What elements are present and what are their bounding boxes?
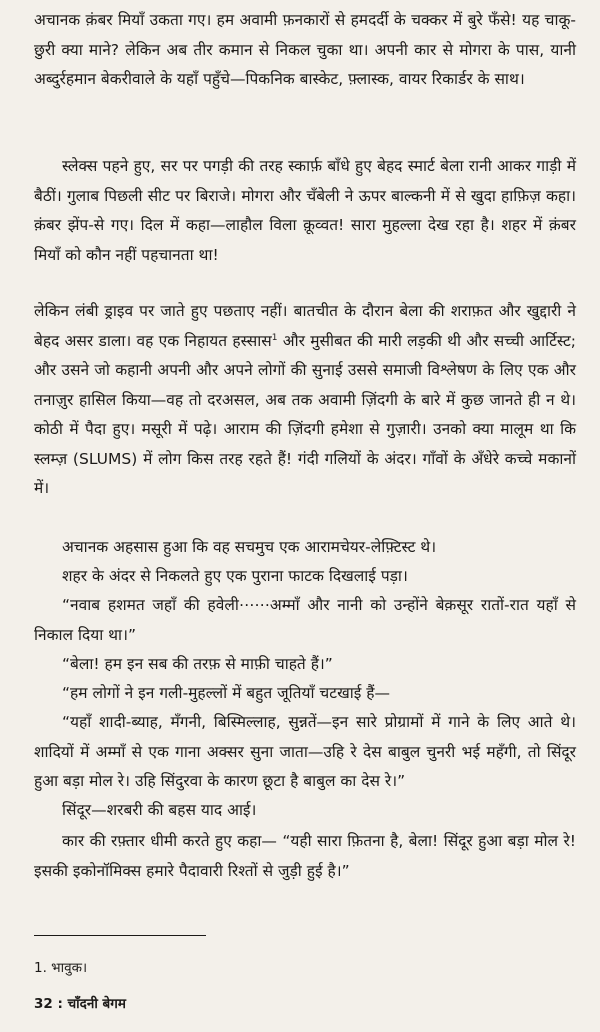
footnote: 1. भावुक। <box>34 960 88 976</box>
paragraph-1: अचानक क़ंबर मियाँ उकता गए। हम अवामी फ़नकारों से हमदर्दी के चक्कर में बुरे फँसे! यह चाकू-छुरी क्या माने? लेकिन अब तीर कमान से निकल चुका था। अपनी कार से मोगरा के पास, यानी अब्दुर्रहमान बेकरीवाले के यहाँ पहुँचे—पिकनिक बास्केट, फ़्लास्क, वायर रिकार्डर के साथ। <box>34 11 576 88</box>
paragraph-4: अचानक अहसास हुआ कि वह सचमुच एक आरामचेयर-लेफ़्टिस्ट थे। <box>62 538 437 556</box>
paragraph-9: “यहाँ शादी-ब्याह, मँगनी, बिस्मिल्लाह, सुन्नतें—इन सारे प्रोग्रामों में गाने के लिए आते थे। शादियों में अम्माँ से एक गाना अक्सर सुना जाता—उहि रे देस बाबुल चुनरी भई महँगी, तो सिंदूर हुआ बड़ा मोल रे। उहि सिंदुरवा के कारण छूटा है बाबुल का देस रे।” <box>34 713 576 790</box>
paragraph-11: कार की रफ़्तार धीमी करते हुए कहा— “यही सारा फ़ितना है, बेला! सिंदूर हुआ बड़ा मोल रे! इसकी इकोनॉमिक्स हमारे पैदावारी रिश्तों से जुड़ी हुई है।” <box>34 832 576 880</box>
paragraph-7: “बेला! हम इन सब की तरफ़ से माफ़ी चाहते हैं।” <box>62 655 333 673</box>
page-folio: 32 : चाँदनी बेगम <box>34 996 126 1012</box>
footnote-divider <box>34 935 206 936</box>
footnote-marker: 1 <box>271 332 278 343</box>
paragraph-5: शहर के अंदर से निकलते हुए एक पुराना फाटक दिखलाई पड़ा। <box>62 567 408 585</box>
paragraph-2: स्लेक्स पहने हुए, सर पर पगड़ी की तरह स्कार्फ़ बाँधे हुए बेहद स्मार्ट बेला रानी आकर गाड़ी में बैठीं। गुलाब पिछली सीट पर बिराजे। मोगरा और चँबेली ने ऊपर बाल्कनी में से खुदा हाफ़िज़ कहा। क़ंबर झेंप-से गए। दिल में कहा—लाहौल विला क़ूव्वत! सारा मुहल्ला देख रहा है। शहर में क़ंबर मियाँ को कौन नहीं पहचानता था! <box>34 157 576 264</box>
paragraph-3 <box>34 297 576 504</box>
paragraph-3-rest: और मुसीबत की मारी लड़की थी और सच्ची आर्टिस्ट; और उसने जो कहानी अपनी और अपने लोगों की सुनाई उससे समाजी विश्लेषण के लिए एक और तनाज़ुर हासिल किया—वह तो दरअसल, अब तक अवामी ज़िंदगी के बारे में कुछ जानते ही न थे। कोठी में पैदा हुए। मसूरी में पढ़े। आराम की ज़िंदगी हमेशा से गुज़ारी। उनको क्या मालूम था कि स्लम्ज़ (SLUMS) में लोग किस तरह रहते हैं! गंदी गलियों के अंदर। गाँवों के अँधेरे कच्चे मकानों में। <box>34 331 577 497</box>
paragraph-3-start: लेकिन लंबी ड्राइव पर जाते हुए पछताए नहीं। बातचीत के दौरान बेला की शराफ़त और खुद्दारी ने बेहद असर डाला। वह एक निहायत हस्सास <box>34 302 576 350</box>
paragraph-8: “हम लोगों ने इन गली-मुहल्लों में बहुत जूतियाँ चटखाई हैं— <box>62 684 391 702</box>
paragraph-10: सिंदूर—शरबरी की बहस याद आई। <box>62 801 257 819</box>
paragraph-6: “नवाब हशमत जहाँ की हवेली⋯⋯अम्माँ और नानी को उन्होंने बेक़सूर रातों-रात यहाँ से निकाल दिया था।” <box>34 596 576 644</box>
